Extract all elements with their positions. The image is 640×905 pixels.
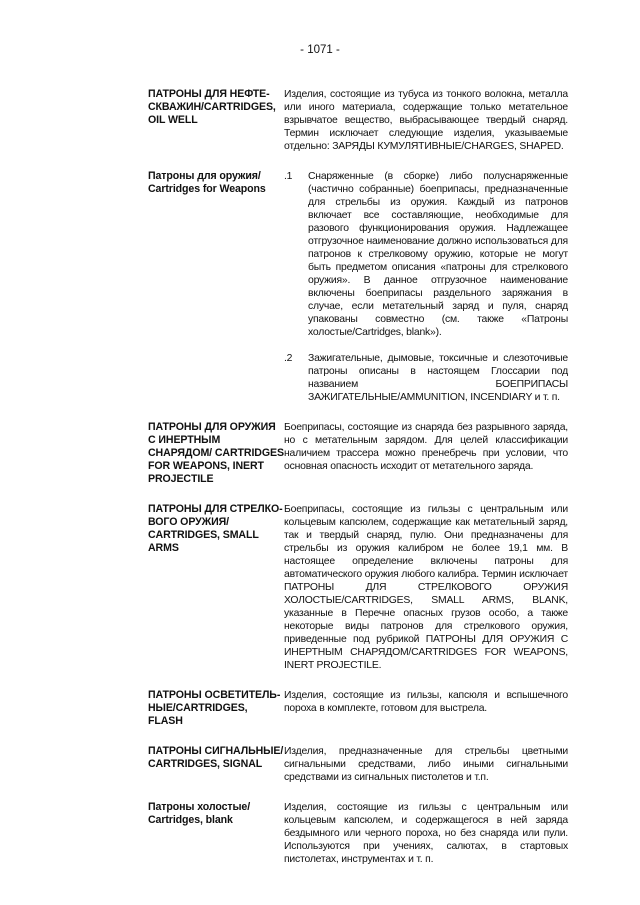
entry-definition: Изделия, состоящие из гильзы с центральным или кольцевым капсюлем, и содержащегося в ней заряда бездымного или черного пороха, но без снаряда или пули. Используются при учениях, салютах, в стартовых пистолетах, инструментах и т. п. [284,802,568,865]
entry-term: ПАТРОНЫ ОСВЕТИТЕЛЬ-НЫЕ/CARTRIDGES, FLASH [148,689,281,727]
entry-definition: Изделия, предназначенные для стрельбы цветными сигнальными средствами, либо иными сигнальными средствами из сигнальных пистолетов и т.п. [284,746,568,783]
item-text: Зажигательные, дымовые, токсичные и слезоточивые патроны описаны в настоящем Глоссарии под названием БОЕПРИПАСЫ ЗАЖИГАТЕЛЬНЫЕ/AMMUNITION, INCENDIARY и т. п. [308,353,568,403]
entry-term: ПАТРОНЫ СИГНАЛЬНЫЕ/ CARTRIDGES, SIGNAL [148,745,284,770]
glossary-entry [148,801,568,866]
entry-definition: Боеприпасы, состоящие из гильзы с центральным или кольцевым капсюлем, содержащие как метательный заряд, так и твердый снаряд, пулю. Они предназначены для стрельбы из оружия калибром не более 19,1 мм. В настоящее определение включены патроны для автоматического оружия любого калибра. Термин исключает ПАТРОНЫ ДЛЯ СТРЕЛКОВОГО ОРУЖИЯ ХОЛОСТЫЕ/CARTRIDGES, SMALL ARMS, BLANK, указанные в Перечне опасных грузов особо, а также некоторые виды патронов для стрелкового оружия, приведенные под рубрикой ПАТРОНЫ ДЛЯ ОРУЖИЯ С ИНЕРТНЫМ СНАРЯДОМ/CARTRIDGES FOR WEAPONS, INERT PROJECTILE. [284,504,568,671]
glossary-entry [148,745,568,784]
entry-term: ПАТРОНЫ ДЛЯ НЕФТЕ-СКВАЖИН/CARTRIDGES, OIL WELL [148,88,276,126]
glossary-entry [148,421,568,486]
item-number: .2 [284,353,293,364]
glossary-entry [148,88,568,153]
entry-term: Патроны для оружия/ Cartridges for Weapons [148,170,266,195]
glossary [148,88,568,883]
item-number: .1 [284,171,293,182]
glossary-entry [148,689,568,728]
entry-term: ПАТРОНЫ ДЛЯ СТРЕЛКО-ВОГО ОРУЖИЯ/ CARTRIDGES, SMALL ARMS [148,503,283,554]
item-text: Снаряженные (в сборке) либо полуснаряженные (частично собранные) боеприпасы, предназначенные для стрельбы из оружия. Каждый из патронов включает все составляющие, необходимые для разового функционирования оружия. Надлежащее отгрузочное наименование должно использоваться для патронов к стрелковому оружию, которые не могут быть предметом описания «патроны для стрелкового оружия». В данное отгрузочное наименование включены боеприпасы раздельного заряжания в случае, если метательный заряд и пуля, снаряд упакованы совместно (см. также «Патроны холостые/Cartridges, blank»). [308,171,568,338]
page-number: - 1071 - [300,44,340,56]
entry-definition [284,170,568,404]
entry-term: Патроны холостые/ Cartridges, blank [148,801,251,826]
glossary-entry [148,170,568,404]
entry-definition: Изделия, состоящие из тубуса из тонкого волокна, металла или иного материала, содержащие только метательное взрывчатое вещество, выбрасывающее твердый снаряд. Термин исключает следующие изделия, указываемые отдельно: ЗАРЯДЫ КУМУЛЯТИВНЫЕ/CHARGES, SHAPED. [284,89,568,152]
entry-definition: Изделия, состоящие из гильзы, капсюля и вспышечного пороха в комплекте, готовом для выстрела. [284,690,568,714]
entry-definition: Боеприпасы, состоящие из снаряда без разрывного заряда, но с метательным зарядом. Для целей классификации наличием трассера можно пренебречь при условии, что основная опасность исходит от метательного заряда. [284,422,568,472]
glossary-entry [148,503,568,672]
definition-item [284,352,568,404]
entry-term: ПАТРОНЫ ДЛЯ ОРУЖИЯ С ИНЕРТНЫМ СНАРЯДОМ/ CARTRIDGES FOR WEAPONS, INERT PROJECTILE [148,421,284,485]
definition-item [284,170,568,339]
